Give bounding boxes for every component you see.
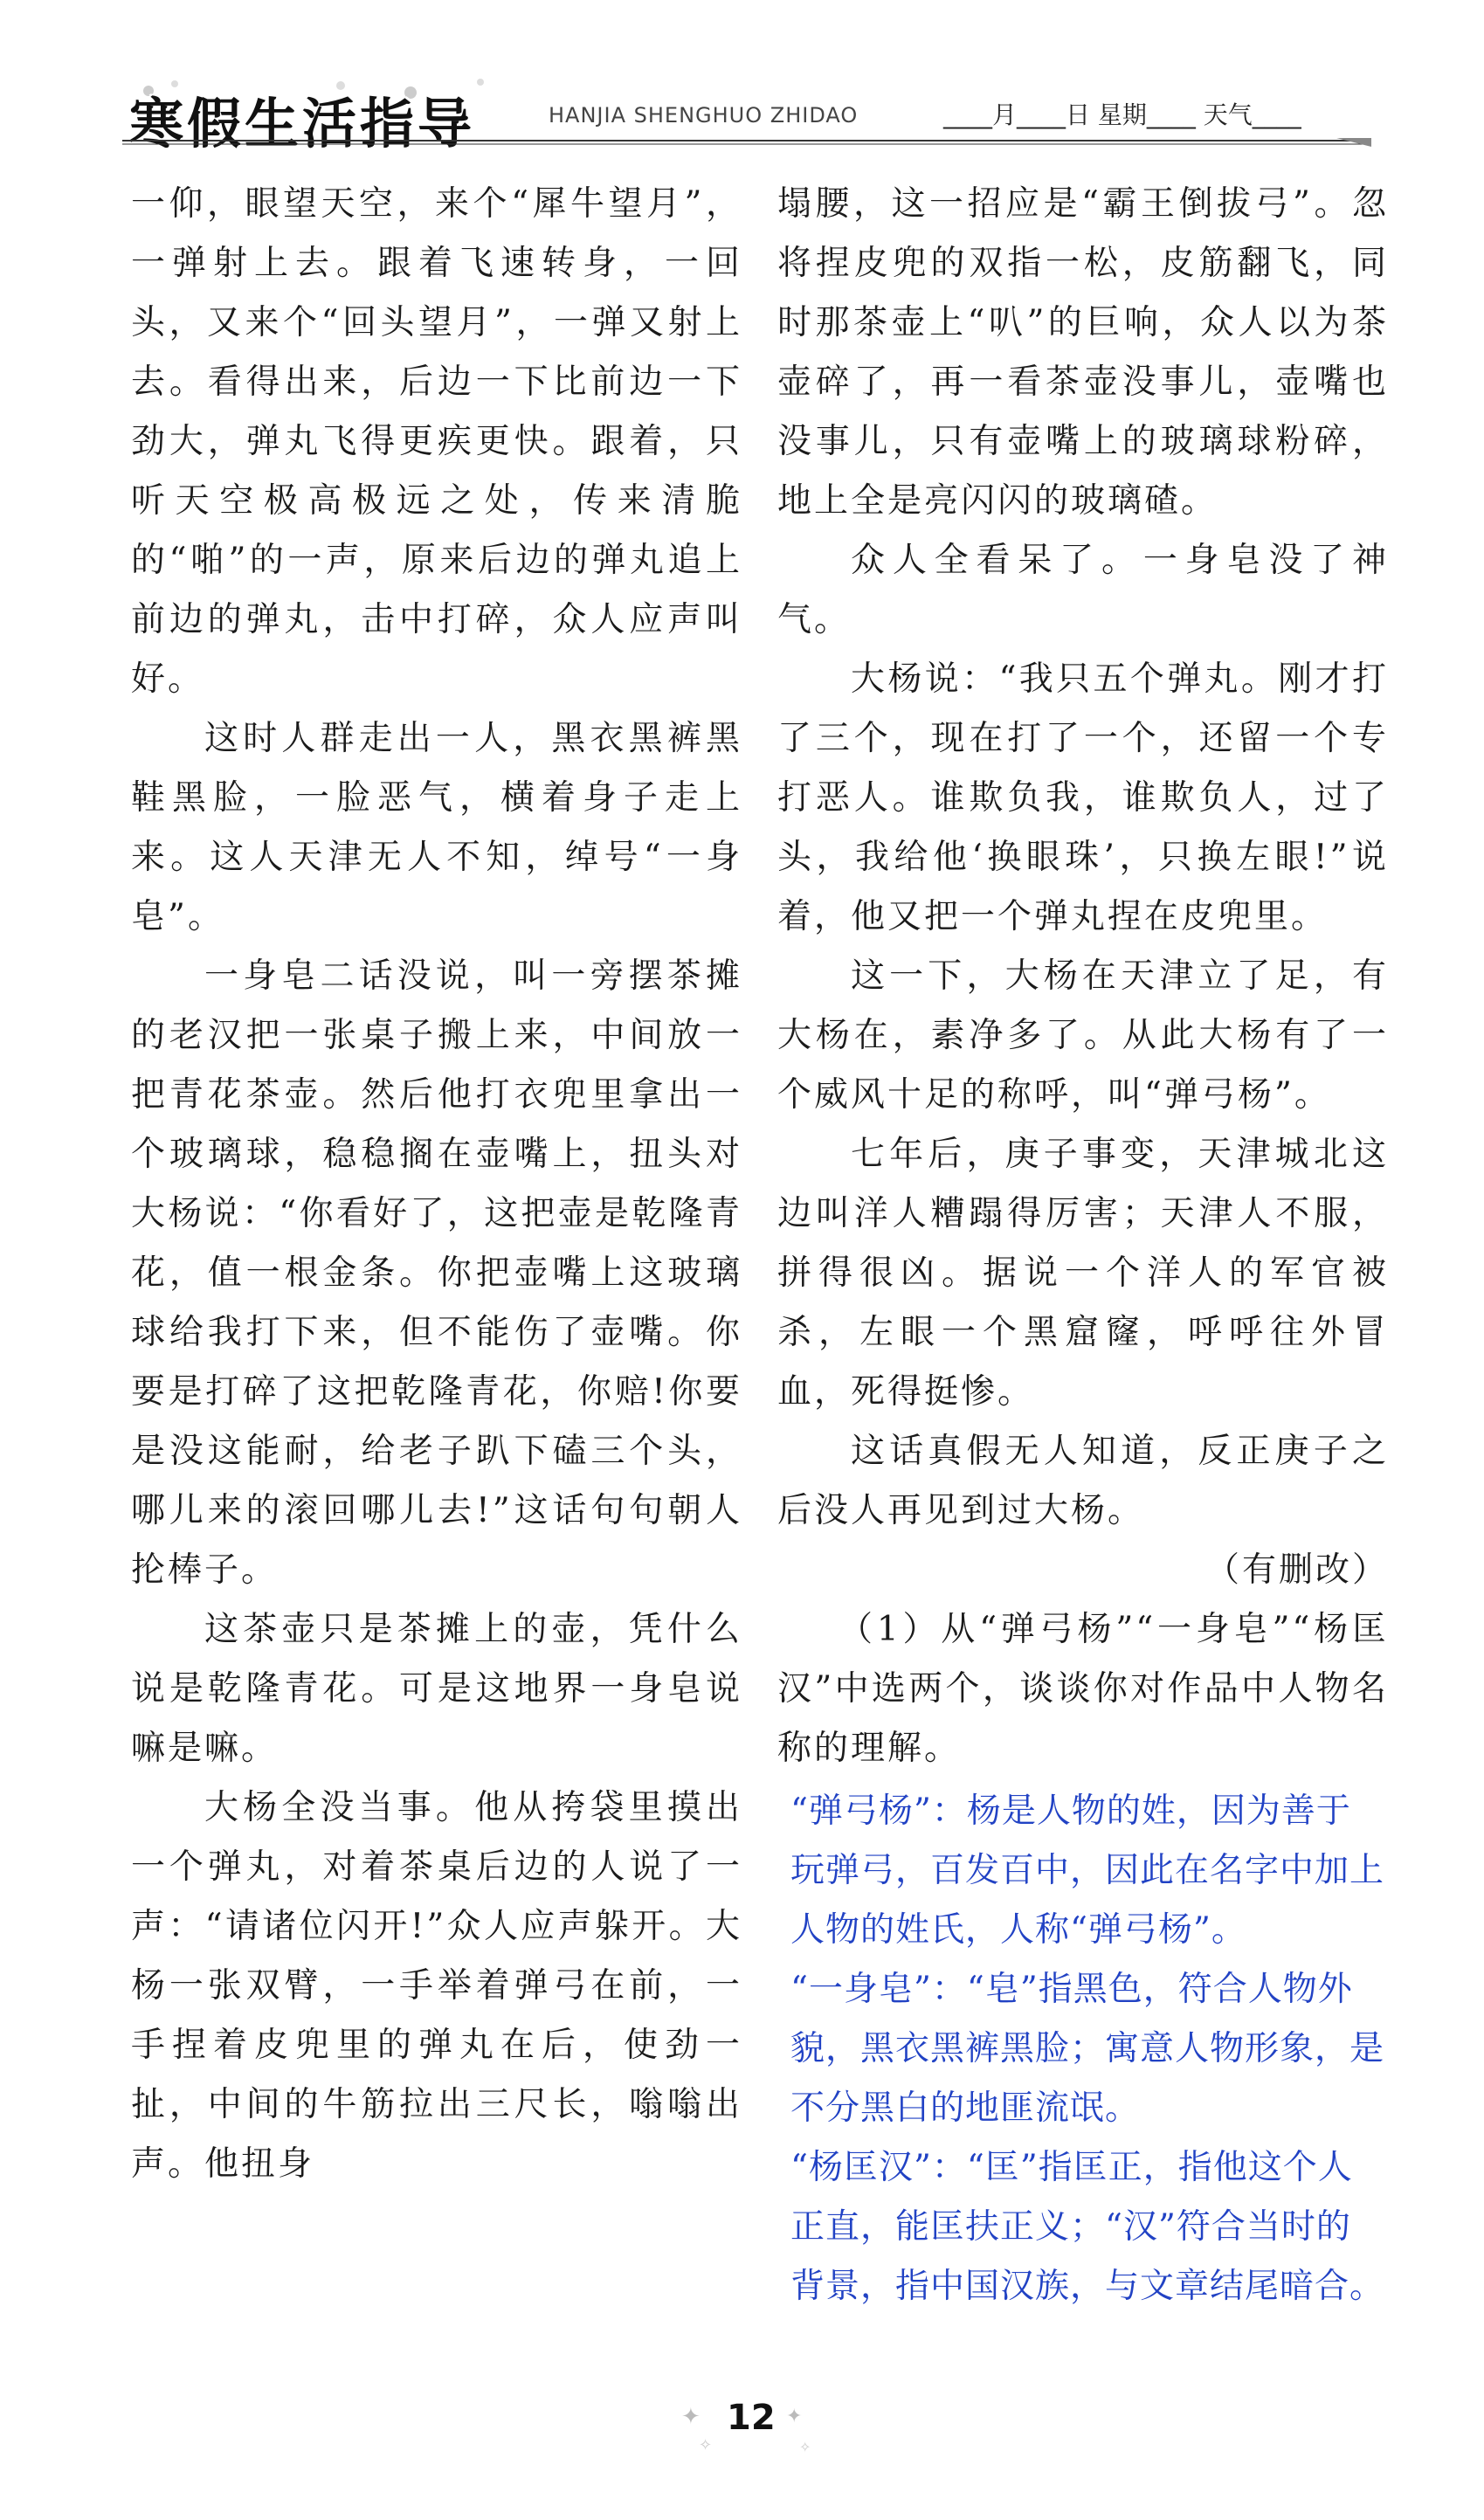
page-number: 12: [727, 2398, 776, 2438]
question-1: （1）从“弹弓杨”“一身皂”“杨匡汉”中选两个，谈谈你对作品中人物名称的理解。: [777, 1610, 1389, 1768]
body-paragraph: 大杨全没当事。他从挎袋里摸出一个弹丸，对着茶桌后边的人说了一声：“请诸位闪开!”众人应声躲开。大杨一张双臂，一手举着弹弓在前，一手捏着皮兜里的弹丸在后，使劲一扯，中间的牛筋拉出三尺长，嗡嗡出声。他扭身: [131, 1788, 742, 2184]
body-paragraph: 这时人群走出一人，黑衣黑裤黑鞋黑脸，一脸恶气，横着身子走上来。这人天津无人不知，绰号“一身皂”。: [131, 719, 742, 936]
date-weather-line: ____月____日 星期____ 天气____: [943, 100, 1301, 129]
body-paragraph: 一身皂二话没说，叫一旁摆茶摊的老汉把一张桌子搬上来，中间放一把青花茶壶。然后他打衣兜里拿出一个玻璃球，稳稳搁在壶嘴上，扭头对大杨说：“你看好了，这把壶是乾隆青花，值一根金条。你把壶嘴上这玻璃球给我打下来，但不能伤了壶嘴。你要是打碎了这把乾隆青花，你赔!你要是没这能耐，给老子趴下磕三个头，哪儿来的滚回哪儿去!”这话句句朝人抡棒子。: [131, 956, 742, 1590]
edited-note: （有删改）: [1204, 1550, 1389, 1590]
body-paragraph: 这话真假无人知道，反正庚子之后没人再见到过大杨。: [777, 1432, 1389, 1530]
body-paragraph: 众人全看呆了。一身皂没了神气。: [777, 541, 1389, 639]
body-paragraph: 塌腰，这一招应是“霸王倒拔弓”。忽将捏皮兜的双指一松，皮筋翻飞，同时那茶壶上“叭”的巨响，众人以为茶壶碎了，再一看茶壶没事儿，壶嘴也没事儿，只有壶嘴上的玻璃球粉碎，地上全是亮闪闪的玻璃碴。: [777, 184, 1389, 521]
answer-line: “一身皂”：“皂”指黑色，符合人物外貌，黑衣黑裤黑脸；寓意人物形象，是不分黑白的地匪流氓。: [790, 1970, 1385, 2128]
answer-line: “弹弓杨”：杨是人物的姓，因为善于玩弹弓，百发百中，因此在名字中加上人物的姓氏，人称“弹弓杨”。: [790, 1792, 1385, 1950]
header-rule: [122, 138, 1371, 147]
left-column: [131, 175, 742, 2194]
svg-text:✧: ✧: [699, 2436, 713, 2454]
svg-text:✦: ✦: [681, 2404, 701, 2430]
svg-text:✦: ✦: [786, 2406, 803, 2427]
body-paragraph: 大杨说：“我只五个弹丸。刚才打了三个，现在打了一个，还留一个专打恶人。谁欺负我，谁欺负人，过了头，我给他‘换眼珠’，只换左眼!”说着，他又把一个弹丸捏在皮兜里。: [777, 659, 1389, 936]
body-paragraph: 这一下，大杨在天津立了足，有大杨在，素净多了。从此大杨有了一个威风十足的称呼，叫“弹弓杨”。: [777, 956, 1389, 1115]
body-paragraph: 这茶壶只是茶摊上的壶，凭什么说是乾隆青花。可是这地界一身皂说嘛是嘛。: [131, 1610, 742, 1768]
svg-text:✧: ✧: [799, 2439, 811, 2455]
publication-pinyin: HANJIA SHENGHUO ZHIDAO: [549, 103, 859, 128]
body-paragraph: 七年后，庚子事变，天津城北这边叫洋人糟蹋得厉害；天津人不服，拼得很凶。据说一个洋人的军官被杀，左眼一个黑窟窿，呼呼往外冒血，死得挺惨。: [777, 1135, 1389, 1412]
right-column: [777, 175, 1389, 1778]
publication-logo: 寒假生活指导: [129, 92, 476, 155]
body-paragraph: 一仰，眼望天空，来个“犀牛望月”，一弹射上去。跟着飞速转身，一回头，又来个“回头望月”，一弹又射上去。看得出来，后边一下比前边一下劲大，弹丸飞得更疾更快。跟着，只听天空极高极远之处，传来清脆的“啪”的一声，原来后边的弹丸追上前边的弹丸，击中打碎，众人应声叫好。: [131, 184, 742, 699]
page-header: [0, 0, 1484, 175]
answer-line: “杨匡汉”：“匡”指匡正，指他这个人正直，能匡扶正义；“汉”符合当时的背景，指中国汉族，与文章结尾暗合。: [790, 2148, 1385, 2306]
answer-block: [790, 1782, 1384, 2316]
